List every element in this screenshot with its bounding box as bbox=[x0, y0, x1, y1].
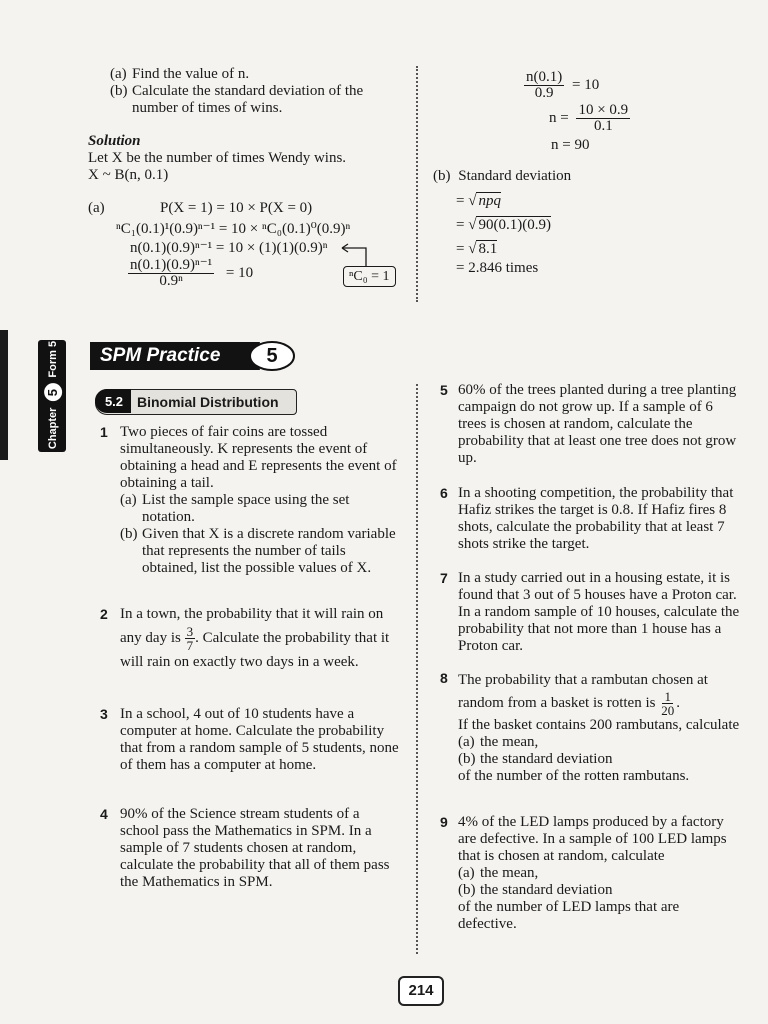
let-line: Let X be the number of times Wendy wins. bbox=[88, 150, 347, 166]
page-number: 214 bbox=[398, 976, 444, 1006]
section-title: Binomial Distribution bbox=[137, 394, 279, 410]
chapter-label: Chapter bbox=[47, 407, 59, 450]
right-frac-1: $\frac{n(0.1)}{0.9}$ = 10 bbox=[526, 69, 600, 101]
banner-number: 5 bbox=[266, 345, 278, 367]
question-1: 1 Two pieces of fair coins are tossed simultaneously. K represents the event of obtaining a head and E represents the event of obtaining a tail. (a) List the sample space using the set notation. (b) Given that X is a discrete random variable that represents the number of tails obtained, list the possible values of X. bbox=[100, 424, 397, 576]
solution-title: Solution bbox=[88, 133, 141, 149]
work-label: (a) bbox=[88, 200, 105, 216]
chapter-number: 5 bbox=[44, 384, 62, 402]
work-line-1: P(X = 1) = 10 × P(X = 0) bbox=[160, 200, 313, 216]
column-divider-bottom bbox=[416, 384, 418, 954]
side-edge-bar bbox=[0, 330, 8, 460]
question-9: 9 4% of the LED lamps produced by a factory are defective. In a sample of 100 LED lamps that is chosen at random, calculate (a) the mean, (b) the standard deviation of the number of LED lamps that are defective. bbox=[440, 814, 727, 932]
n-result: n = 90 bbox=[551, 137, 590, 153]
sd-line-2: = √ 90(0.1)(0.9) bbox=[456, 217, 551, 233]
form-label: Form 5 bbox=[47, 340, 59, 378]
question-4: 4 90% of the Science stream students of a school pass the Mathematics in SPM. In a sample of 7 students chosen at random, calculate the probability that all of them pass the Mathematics in SPM. bbox=[100, 806, 390, 890]
part-b-line: (b) Calculate the standard deviation of the number of times of wins. bbox=[110, 83, 364, 116]
column-divider-top bbox=[416, 66, 418, 302]
section-header bbox=[95, 389, 295, 415]
sd-line-3: = √ 8.1 bbox=[456, 241, 498, 257]
question-7: 7 In a study carried out in a housing estate, it is found that 3 out of 5 houses have a Proton car. In a random sample of 10 houses, calculate the probability that not more than 1 house has a Proton car. bbox=[440, 570, 740, 654]
question-2: 2 In a town, the probability that it will rain on any day is $\frac{3}{7}$ . Calculate the probability that it will rain on exactly two days in a week. bbox=[100, 606, 390, 670]
question-6: 6 In a shooting competition, the probability that Hafiz strikes the target is 0.8. If Hafiz fires 8 shots, calculate the probability that at least 7 shots strike the target. bbox=[440, 485, 734, 552]
note-box: ⁿC₀ = 1 bbox=[343, 266, 396, 287]
arrow-icon bbox=[338, 240, 372, 268]
question-5: 5 60% of the trees planted during a tree planting campaign do not grow up. If a sample of 6 trees is chosen at random, calculate the probability that at least one tree does not grow up. bbox=[440, 382, 737, 466]
chapter-side-tab bbox=[0, 330, 70, 460]
work-line-3: n(0.1)(0.9)ⁿ⁻¹ = 10 × (1)(1)(0.9)ⁿ bbox=[130, 240, 328, 256]
work-fraction: $\frac{\text{n(0.1)(0.9)ⁿ⁻¹}}{\text{0.9ⁿ}}$ = 10 bbox=[130, 257, 254, 289]
dist-line: X ~ B(n, 0.1) bbox=[88, 167, 169, 183]
work-line-2: ⁿC₁(0.1)¹(0.9)ⁿ⁻¹ = 10 × ⁿC₀(0.1)⁰(0.9)ⁿ bbox=[116, 221, 351, 237]
sd-line-1: = √ npq bbox=[456, 193, 501, 209]
question-3: 3 In a school, 4 out of 10 students have a computer at home. Calculate the probability that from a random sample of 5 students, none of them has a computer at home. bbox=[100, 706, 399, 773]
question-8: 8 The probability that a rambutan chosen at random from a basket is rotten is $\frac{1}{20}$ . If the basket contains 200 rambutans, calculate (a) the mean, (b) the standard deviation of the number of the rotten rambutans. bbox=[440, 670, 740, 784]
top-left-block bbox=[88, 66, 408, 184]
part-b-sd: (b) Standard deviation bbox=[433, 168, 572, 184]
right-frac-2: n = $\frac{10 \times 0.9}{0.1}$ bbox=[549, 102, 629, 134]
banner-title: SPM Practice bbox=[100, 345, 221, 366]
section-number: 5.2 bbox=[104, 394, 124, 409]
part-a-line: (a) Find the value of n. bbox=[110, 66, 250, 82]
sd-result: = 2.846 times bbox=[456, 260, 539, 276]
